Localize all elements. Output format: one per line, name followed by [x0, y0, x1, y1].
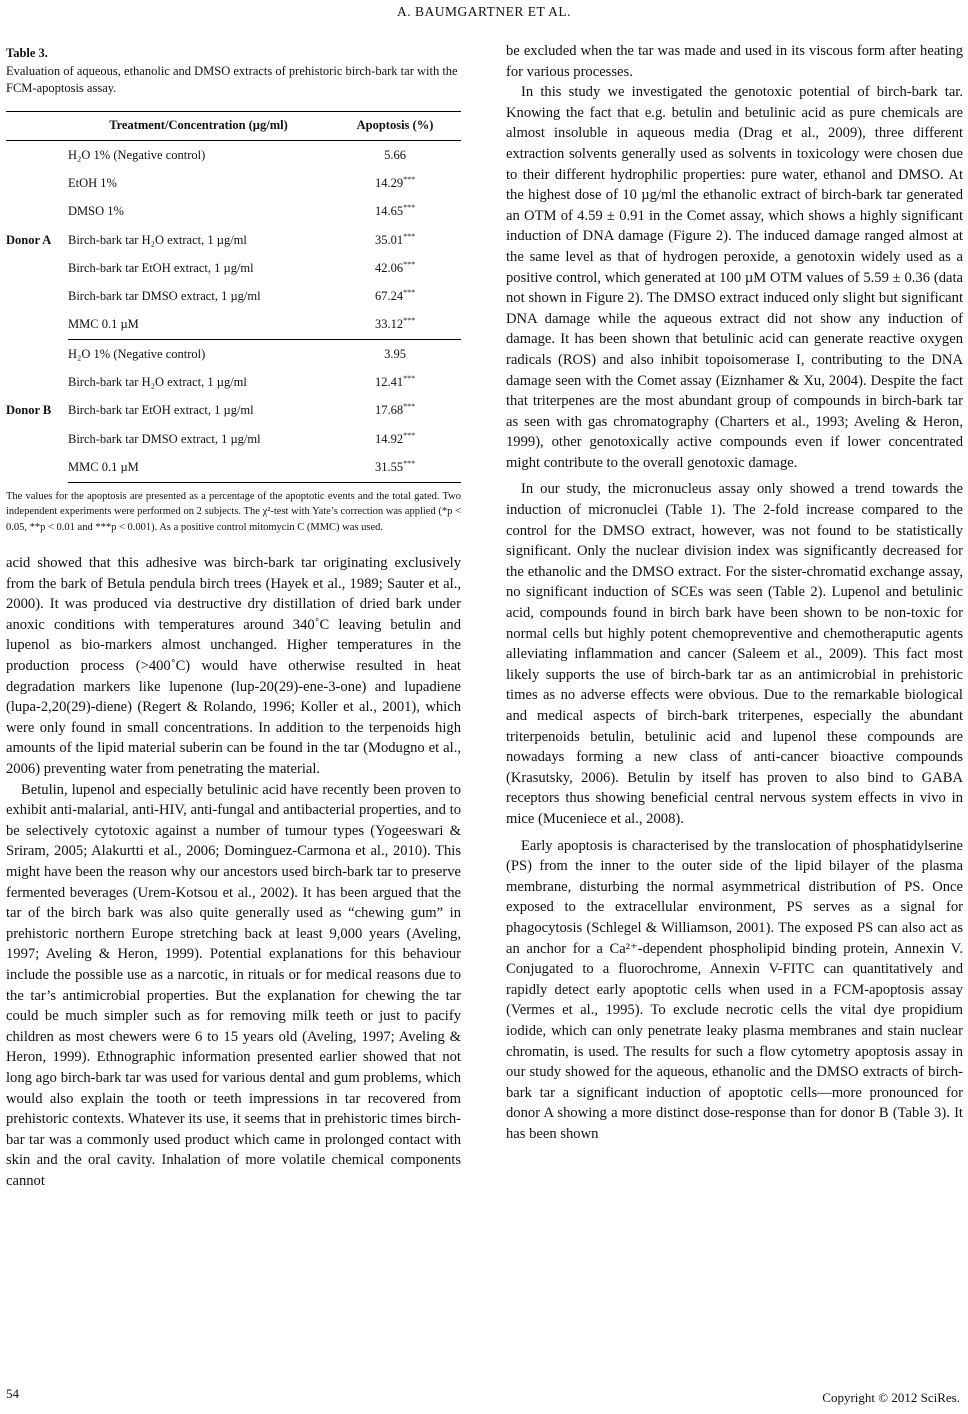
apoptosis-value: 31.55 [374, 459, 404, 474]
table-footnote: The values for the apoptosis are presented as a percentage of the apoptotic events and the total gated. Two independent experiments were performed on 2 subjects. The χ²-test with Yate’s correction was applied (*p < 0.05, **p < 0.01 and ***p < 0.001). As a positive control mitomycin C (MMC) was used. [6, 490, 461, 533]
apoptosis-value-cell [329, 282, 461, 310]
table-row [6, 368, 461, 396]
apoptosis-value: 3.95 [384, 346, 406, 361]
donor-cell [6, 425, 68, 453]
significance-marker: *** [403, 373, 416, 383]
header-treatment: Treatment/Concentration (µg/ml) [68, 112, 329, 141]
donor-cell [6, 282, 68, 310]
significance-marker: *** [403, 203, 416, 213]
significance-marker: *** [403, 231, 416, 241]
significance-marker: *** [403, 458, 416, 468]
apoptosis-value-cell [329, 340, 461, 369]
paragraph: acid showed that this adhesive was birch-bark tar originating exclusively from the bark of Betula pendula birch trees (Hayek et al., 1989; Sauter et al., 2000). It was produced via destructive dry distillation of dried bark under anoxic conditions with temperatures around 340˚C leaving betulin and lupenol as bio-markers almost unchanged. Higher temperatures in the production process (>400˚C) would have otherwise resulted in heat degradation markers like lupenone (lup-20(29)-ene-3-one) and lupadiene (lupa-2,20(29)-diene) (Regert & Rolando, 1996; Koller et al., 2001), which were only found in small concentrations. In addition to the terpenoids high amounts of the lipid material suberin can be found in the tar (Modugno et al., 2006) preventing water from penetrating the material. [6, 555, 461, 777]
apoptosis-value-cell [329, 141, 461, 170]
apoptosis-value: 12.41 [374, 375, 404, 390]
donor-cell [6, 169, 68, 197]
apoptosis-value-cell [329, 169, 461, 197]
treatment-cell: Birch-bark tar DMSO extract, 1 µg/ml [68, 289, 261, 304]
donor-cell: Donor B [6, 403, 52, 418]
table-row [6, 340, 461, 369]
treatment-cell: Birch-bark tar DMSO extract, 1 µg/ml [68, 431, 261, 446]
apoptosis-value: 14.65 [374, 204, 404, 219]
left-column [6, 46, 461, 1191]
apoptosis-value: 35.01 [374, 232, 404, 247]
apoptosis-table [6, 111, 461, 483]
donor-cell [6, 340, 68, 369]
significance-marker: *** [403, 287, 416, 297]
table-row [6, 198, 461, 226]
apoptosis-value: 14.29 [374, 175, 404, 190]
apoptosis-value-cell [329, 425, 461, 453]
treatment-cell: Birch-bark tar H₂O extract, 1 µg/ml [68, 375, 247, 390]
apoptosis-value: 33.12 [374, 317, 404, 332]
donor-cell [6, 368, 68, 396]
left-text [6, 553, 461, 1191]
donor-cell [6, 141, 68, 170]
treatment-cell: EtOH 1% [68, 175, 117, 190]
donor-cell [6, 198, 68, 226]
apoptosis-value-cell [329, 254, 461, 282]
paragraph: In this study we investigated the genotoxic potential of birch-bark tar. Knowing the fact that e.g. betulin and betulinic acid as pure chemicals are almost insoluble in aqueous media (Drag et al., 2009), three different extraction solvents generally used as solvents in toxicology were chosen due to their different hydrophilic properties: pure water, ethanol and DMSO. At the highest dose of 10 µg/ml the ethanolic extract of birch-bark tar generated an OTM of 4.59 ± 0.91 in the Comet assay, which shows a highly significant induction of DNA damage (Figure 2). The induced damage ranged almost at the same level as that of hydrogen peroxide, a genotoxin widely used as a positive control, which generated at 100 µM OTM values of 5.59 ± 0.36 (data not shown in Figure 2). The DMSO extract induced only slight but significant DNA damage while the aqueous extract did not show any induction of damage. It has been shown that betulinic acid can generate reactive oxygen radicals (ROS) and also inhibit topoisomerase I, contributing to the DNA damage seen with the Comet assay (Eiznhamer & Xu, 2004). Despite the fact that triterpenes are the most abundant group of compounds in birch-bark tar as seen with gas chromatography (Charters et al., 1993; Aveling & Heron, 1999), other genotoxically active compounds even if lower concentrated might contribute to the overall genotoxic damage. [506, 84, 963, 471]
treatment-cell: Birch-bark tar EtOH extract, 1 µg/ml [68, 260, 254, 275]
apoptosis-value: 17.68 [374, 403, 404, 418]
donor-cell: Donor A [6, 232, 52, 247]
table-row [6, 425, 461, 453]
paragraph: In our study, the micronucleus assay only showed a trend towards the induction of micronuclei (Table 1). The 2-fold increase compared to the control for the DMSO extract, however, was not found to be statistically significant. Only the nuclear division index was significantly decreased for the ethanolic and the DMSO extract. For the sister-chromatid exchange assay, no significant induction of SCEs was seen (Table 2). Lupenol and betulinic acid, compounds found in birch bark have been shown to be non-toxic for normal cells but highly potent chemopreventive and chemotheraputic agents alleviating inflammation and cancer (Saleem et al., 2009). This fact most likely supports the use of birch-bark tar as an antimicrobial in prehistoric times as no adverse effects were obvious. Due to the remarkable biological and medical aspects of birch-bark triterpenes, especially the abundant triterpenoids betulin, betulinic acid and lupenol these compounds are nowadays forming a new class of anti-cancer bioactive compounds (Krasutsky, 2006). Betulin by itself has proven to also bind to GABA receptors thus showing beneficial central nervous system effects in vivo in mice (Muceniece et al., 2008). [506, 481, 963, 827]
significance-marker: *** [403, 259, 416, 269]
donor-cell [6, 311, 68, 340]
table-row [6, 453, 461, 482]
donor-cell [6, 453, 68, 482]
apoptosis-value: 67.24 [374, 289, 404, 304]
treatment-cell: Birch-bark tar EtOH extract, 1 µg/ml [68, 403, 254, 418]
apoptosis-value-cell [329, 226, 461, 254]
table-row [6, 254, 461, 282]
table-row [6, 282, 461, 310]
apoptosis-value-cell [329, 198, 461, 226]
donor-cell [6, 254, 68, 282]
table-header-row [6, 112, 461, 141]
significance-marker: *** [403, 402, 416, 412]
page-number: 54 [6, 1386, 19, 1401]
treatment-cell: DMSO 1% [68, 204, 124, 219]
treatment-cell: MMC 0.1 µM [68, 311, 329, 340]
running-header: A. BAUMGARTNER ET AL. [396, 4, 572, 19]
apoptosis-value: 5.66 [384, 147, 406, 162]
header-apoptosis: Apoptosis (%) [329, 112, 461, 141]
apoptosis-value: 14.92 [374, 431, 404, 446]
paragraph: Betulin, lupenol and especially betulinic acid have recently been proven to exhibit anti-malarial, anti-HIV, anti-fungal and antibacterial properties, and to be selectively cytotoxic against a number of tumour types (Yogeeswari & Sriram, 2005; Alakurtti et al., 2006; Dominguez-Carmona et al., 2010). This might have been the reason why our ancestors used birch-bark tar to preserve fermented beverages (Urem-Kotsou et al., 2002). It has been argued that the tar of the birch bark was also quite generally used as “chewing gum” in prehistoric northern Europe stretching back at least 9,000 years (Aveling, 1997; Aveling & Heron, 1999). Potential explanations for this behaviour include the possible use as a narcotic, in rituals or for medical reasons due to the tar’s antimicrobial properties. But the explanation for chewing the tar could be much simpler such as for removing milk teeth or just to pacify children as most chewers were 6 to 15 years old (Aveling, 1997; Aveling & Heron, 1999). Ethnographic information presented earlier showed that not long ago birch-bark tar was used for various dental and gum problems, which would also explain the tooth or teeth impressions in tar recovered from prehistoric contexts. Whatever its use, it seems that in prehistoric times birch-bar tar was a commonly used product which came in prolonged contact with skin and the oral cavity. Inhalation of more volatile chemical components cannot [6, 781, 461, 1189]
treatment-cell: H₂O 1% (Negative control) [68, 147, 206, 162]
paragraph: be excluded when the tar was made and used in its viscous form after heating for various processes. [506, 43, 963, 80]
table-body [6, 141, 461, 483]
significance-marker: *** [403, 430, 416, 440]
apoptosis-value-cell [329, 311, 461, 340]
copyright: Copyright © 2012 SciRes. [822, 1390, 960, 1405]
table-caption: Evaluation of aqueous, ethanolic and DMSO extracts of prehistoric birch-bark tar with the FCM-apoptosis assay. [6, 64, 458, 95]
apoptosis-value: 42.06 [374, 260, 404, 275]
table-label: Table 3. [6, 46, 48, 60]
apoptosis-value-cell [329, 453, 461, 482]
significance-marker: *** [403, 316, 416, 326]
right-column [506, 41, 963, 1144]
significance-marker: *** [403, 174, 416, 184]
table-row [6, 311, 461, 340]
table-row [6, 397, 461, 425]
apoptosis-value-cell [329, 397, 461, 425]
apoptosis-value-cell [329, 368, 461, 396]
table-row [6, 141, 461, 170]
treatment-cell: H₂O 1% (Negative control) [68, 346, 206, 361]
treatment-cell: Birch-bark tar H₂O extract, 1 µg/ml [68, 232, 247, 247]
table-row [6, 226, 461, 254]
header-spacer [6, 112, 68, 141]
treatment-cell: MMC 0.1 µM [68, 453, 329, 482]
table-row [6, 169, 461, 197]
paragraph: Early apoptosis is characterised by the translocation of phosphatidylserine (PS) from the inner to the outer side of the lipid bilayer of the plasma membrane, disturbing the normal asymmetrical distribution of PS. Once exposed to the extracellular environment, PS serves as a signal for phagocytosis (Schlegel & Williamson, 2001). The exposed PS can also act as an anchor for a Ca²⁺-dependent phospholipid binding protein, Annexin V. Conjugated to a fluorochrome, Annexin V-FITC can quantitatively and rapidly detect early apoptotic cells when used in a FCM-apoptosis assay (Vermes et al., 1995). To exclude necrotic cells the vital dye propidium iodide, which can only penetrate leaky plasma membranes and stain nuclear chromatin, is used. The results for such a flow cytometry apoptosis assay in our study showed for the aqueous, ethanolic and the DMSO extracts of birch-bark tar a significant induction of apoptotic cells—more pronounced for donor A showing a more distinct dose-response than for donor B (Table 3). It has been shown [506, 837, 963, 1142]
